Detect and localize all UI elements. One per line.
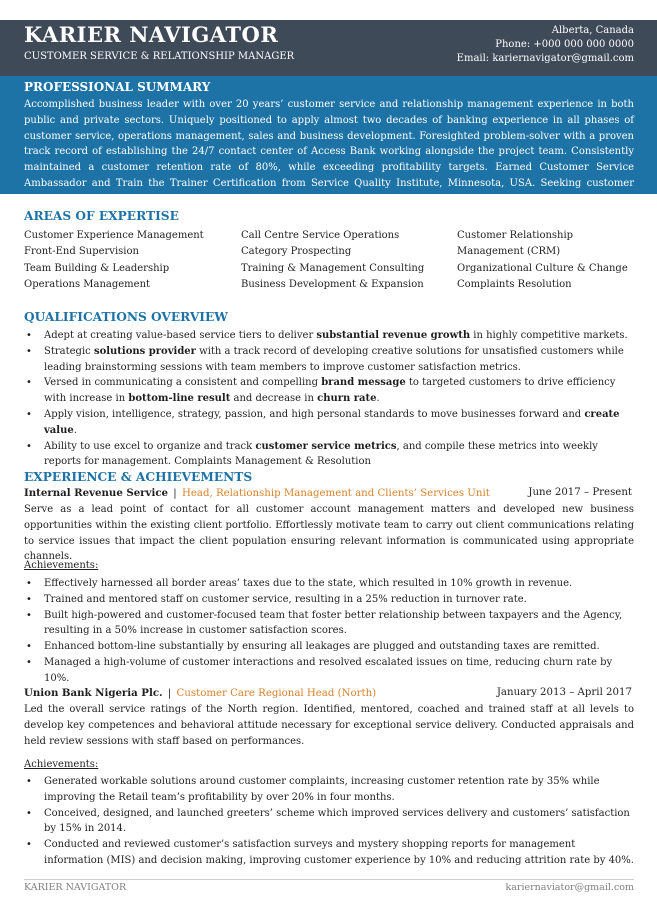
expertise-item: Customer Relationship [457, 230, 574, 241]
expertise-item: Complaints Resolution [457, 278, 572, 290]
expertise-item: Training & Management Consulting [241, 262, 425, 274]
job-company: Internal Revenue Service [24, 487, 169, 499]
qualifications-heading: QUALIFICATIONS OVERVIEW [24, 310, 228, 324]
summary-heading: PROFESSIONAL SUMMARY [24, 80, 211, 94]
expertise-item: Organizational Culture & Change [457, 262, 628, 274]
candidate-title: CUSTOMER SERVICE & RELATIONSHIP MANAGER [24, 51, 295, 62]
achievements-list [24, 576, 634, 687]
expertise-item: Category Prospecting [241, 246, 352, 258]
experience-heading: EXPERIENCE & ACHIEVEMENTS [24, 470, 253, 484]
summary-text: Accomplished business leader with over 20 years’ customer service and relationship management experience in both public and private sectors. Uniquely positioned to apply almost two decades of banking experience in all phases of customer service, operations management, sales and business development. Foresighted problem-solver with a proven track record of establishing the 24/7 contact center of Access Bank working alongside the project team. Consistently maintained a customer retention rate of 80%, while exceeding profitability targets. Earned Customer Service Ambassador and Train the Trainer Certification from Service Quality Institute, Minnesota, USA. Seeking customer service leadership role in a global job market. [24, 99, 634, 205]
expertise-item: Front-End Supervision [24, 246, 139, 258]
job-dates: June 2017 – Present [528, 487, 632, 498]
achievement-item: • Effectively harnessed all border areas’ taxes due to the state, which resulted in 10% growth in revenue. [24, 576, 634, 592]
qualification-item: • Strategic solutions provider with a track record of developing creative solutions for unsatisfied customers while leading brainstorming sessions with team members to improve customer satisfaction metrics. [24, 344, 634, 376]
achievement-item: • Conceived, designed, and launched greeters’ scheme which improved services delivery and customers’ satisfaction by 15% in 2014. [24, 806, 634, 838]
contact-block [457, 24, 634, 66]
expertise-heading: AREAS OF EXPERTISE [24, 209, 179, 223]
qualification-item: • Adept at creating value-based service tiers to deliver substantial revenue growth in highly competitive markets. [24, 328, 634, 344]
qualification-item: • Apply vision, intelligence, strategy, passion, and high personal standards to move businesses forward and create value. [24, 407, 634, 439]
contact-location: Alberta, Canada [551, 25, 634, 36]
expertise-item: Management (CRM) [457, 246, 561, 258]
job-description: Serve as a lead point of contact for all customer account management matters and developed new business opportunities within the existing client portfolio. Effortlessly motivate team to carry out client communications relating to service issues that impact the client population ensuring relevant information is communicated using appropriate channels. [24, 504, 634, 563]
professional-summary [0, 76, 657, 205]
qualification-item: • Versed in communicating a consistent and compelling brand message to targeted customers to drive efficiency with increase in bottom-line result and decrease in churn rate. [24, 375, 634, 407]
expertise-column-3 [457, 228, 628, 293]
qualification-item: • Ability to use excel to organize and track customer service metrics, and compile these metrics into weekly reports for management. Complaints Management & Resolution [24, 439, 634, 471]
candidate-name: KARIER NAVIGATOR [24, 22, 279, 47]
job-role: Customer Care Regional Head (North) [176, 688, 377, 699]
job-description: Led the overall service ratings of the North region. Identified, mentored, coached and trained staff at all levels to develop key competences and behavioral attitude necessary for exceptional service delivery. Conducted appraisals and held review sessions with staff based on performances. [24, 704, 634, 747]
expertise-item: Team Building & Leadership [24, 262, 170, 274]
achievement-item: • Built high-powered and customer-focused team that foster better relationship between taxpayers and the Agency, resulting in a 50% increase in customer satisfaction scores. [24, 608, 634, 640]
expertise-item: Customer Experience Management [24, 230, 204, 241]
job-separator: | [167, 688, 172, 699]
expertise-column-2 [241, 228, 424, 293]
expertise-item: Operations Management [24, 278, 151, 290]
job-header [24, 687, 632, 703]
footer [24, 882, 634, 893]
header-banner [0, 20, 657, 76]
achievement-item: • Conducted and reviewed customer’s satisfaction surveys and mystery shopping reports for management information (MIS) and decision making, improving customer experience by 10% and reducing attrition rate by 40%. [24, 837, 634, 869]
achievement-item: • Enhanced bottom-line substantially by ensuring all leakages are plugged and outstanding taxes are remitted. [24, 639, 634, 655]
achievement-item: • Generated workable solutions around customer complaints, increasing customer retention rate by 35% while improving the Retail team’s profitability by over 20% in four months. [24, 774, 634, 806]
achievements-label: Achievements: [24, 759, 99, 770]
job-separator: | [173, 488, 177, 499]
footer-email: kariernaviator@gmail.com [505, 882, 634, 893]
footer-name: KARIER NAVIGATOR [24, 882, 127, 893]
contact-email: Email: kariernavigator@gmail.com [456, 53, 634, 64]
expertise-item: Call Centre Service Operations [241, 230, 400, 241]
job-dates: January 2013 – April 2017 [496, 687, 632, 698]
footer-divider [24, 879, 634, 880]
achievements-label: Achievements: [24, 560, 99, 571]
job-role: Head, Relationship Management and Clients’ Services Unit [181, 488, 490, 499]
expertise-column-1 [24, 228, 204, 293]
job-header [24, 487, 632, 503]
achievements-list [24, 774, 634, 869]
achievement-item: • Managed a high-volume of customer interactions and resolved escalated issues on time, reducing churn rate by 10%. [24, 655, 634, 687]
expertise-item: Business Development & Expansion [241, 278, 424, 290]
contact-phone: Phone: +000 000 000 0000 [495, 39, 634, 50]
qualifications-list [24, 328, 634, 470]
job-company: Union Bank Nigeria Plc. [24, 687, 163, 699]
achievement-item: • Trained and mentored staff on customer service, resulting in a 25% reduction in turnover rate. [24, 592, 634, 608]
